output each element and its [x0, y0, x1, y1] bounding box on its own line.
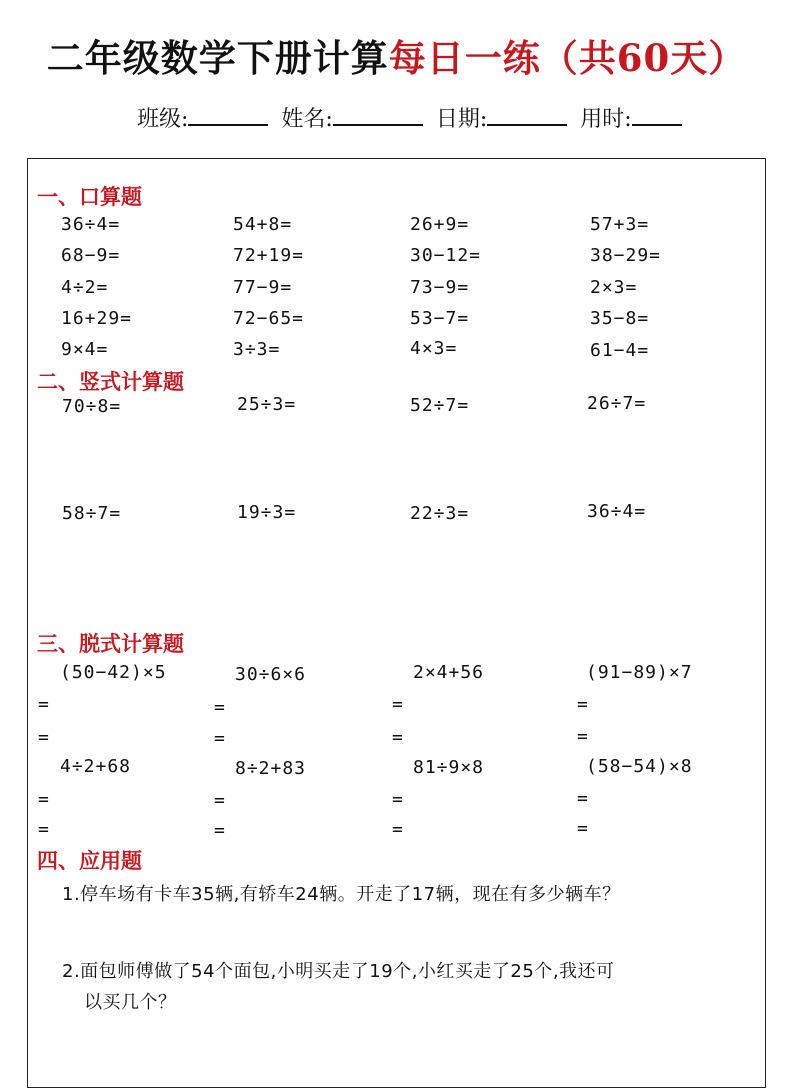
time-label: 用时: — [580, 107, 632, 132]
oral-problem: 57+3= — [590, 214, 650, 235]
vertical-problem: 19÷3= — [237, 502, 297, 523]
equals-step-2: = — [38, 727, 50, 748]
word-problem-2-line-2: 以买几个？ — [84, 992, 177, 1013]
section-heading-applied: 四、应用题 — [37, 848, 142, 873]
name-label: 姓名: — [281, 107, 333, 132]
equals-step-1: = — [392, 694, 404, 715]
date-blank[interactable] — [487, 104, 567, 126]
time-field — [580, 102, 681, 133]
oral-problem: 77−9= — [233, 277, 293, 298]
date-label: 日期: — [435, 107, 488, 132]
equals-step-1: = — [38, 789, 50, 810]
title-red: 每日一练（共60天） — [388, 36, 747, 80]
page-title — [0, 28, 793, 82]
date-field — [436, 102, 567, 133]
name-blank[interactable] — [333, 104, 423, 126]
equals-step-1: = — [214, 790, 226, 811]
equals-step-2: = — [577, 726, 589, 747]
oral-problem: 3÷3= — [233, 339, 281, 360]
class-field — [137, 102, 268, 133]
equals-step-1: = — [38, 694, 50, 715]
stepwise-expression: 8÷2+83 — [235, 758, 307, 779]
equals-step-2: = — [577, 818, 589, 839]
oral-problem: 54+8= — [233, 214, 293, 235]
oral-problem: 73−9= — [410, 277, 470, 298]
oral-problem: 26+9= — [410, 214, 470, 235]
word-problem-1-line-1: 1.停车场有卡车35辆,有轿车24辆。开走了17辆，现在有多少辆车？ — [62, 884, 621, 905]
student-info-line — [137, 102, 688, 133]
oral-problem: 4×3= — [410, 338, 458, 359]
section-heading-vertical: 二、竖式计算题 — [37, 369, 184, 394]
oral-problem: 35−8= — [590, 308, 650, 329]
equals-step-1: = — [577, 788, 589, 809]
stepwise-expression: 30÷6×6 — [235, 664, 307, 685]
oral-problem: 72+19= — [233, 245, 305, 266]
stepwise-expression: (91−89)×7 — [586, 662, 693, 683]
equals-step-1: = — [214, 697, 226, 718]
class-label: 班级: — [137, 107, 189, 132]
oral-problem: 36÷4= — [61, 214, 121, 235]
vertical-problem: 52÷7= — [410, 395, 470, 416]
class-blank[interactable] — [188, 104, 268, 126]
word-problem-2-line-1: 2.面包师傅做了54个面包,小明买走了19个,小红买走了25个,我还可 — [62, 961, 615, 982]
vertical-problem: 58÷7= — [62, 503, 122, 524]
oral-problem: 68−9= — [61, 245, 121, 266]
equals-step-2: = — [392, 727, 404, 748]
stepwise-expression: (50−42)×5 — [60, 662, 167, 683]
vertical-problem: 26÷7= — [587, 393, 647, 414]
vertical-problem: 70÷8= — [62, 396, 122, 417]
oral-problem: 61−4= — [590, 340, 650, 361]
vertical-problem: 22÷3= — [410, 503, 470, 524]
equals-step-1: = — [577, 694, 589, 715]
oral-problem: 72−65= — [233, 308, 305, 329]
equals-step-2: = — [392, 819, 404, 840]
stepwise-expression: 81÷9×8 — [413, 757, 485, 778]
stepwise-expression: 2×4+56 — [413, 662, 485, 683]
equals-step-2: = — [214, 820, 226, 841]
section-heading-oral: 一、口算题 — [37, 184, 142, 209]
name-field — [281, 102, 422, 133]
stepwise-expression: 4÷2+68 — [60, 756, 132, 777]
vertical-problem: 25÷3= — [237, 394, 297, 415]
oral-problem: 16+29= — [61, 308, 133, 329]
oral-problem: 9×4= — [61, 339, 109, 360]
oral-problem: 30−12= — [410, 245, 482, 266]
section-heading-stepwise: 三、脱式计算题 — [37, 631, 184, 656]
oral-problem: 38−29= — [590, 245, 662, 266]
time-blank[interactable] — [632, 104, 682, 126]
stepwise-expression: (58−54)×8 — [586, 756, 693, 777]
oral-problem: 4÷2= — [61, 277, 109, 298]
equals-step-2: = — [38, 819, 50, 840]
equals-step-2: = — [214, 728, 226, 749]
worksheet-frame — [27, 158, 766, 1088]
oral-problem: 53−7= — [410, 308, 470, 329]
vertical-problem: 36÷4= — [587, 501, 647, 522]
title-black: 二年级数学下册计算 — [46, 36, 389, 80]
oral-problem: 2×3= — [590, 277, 638, 298]
equals-step-1: = — [392, 789, 404, 810]
